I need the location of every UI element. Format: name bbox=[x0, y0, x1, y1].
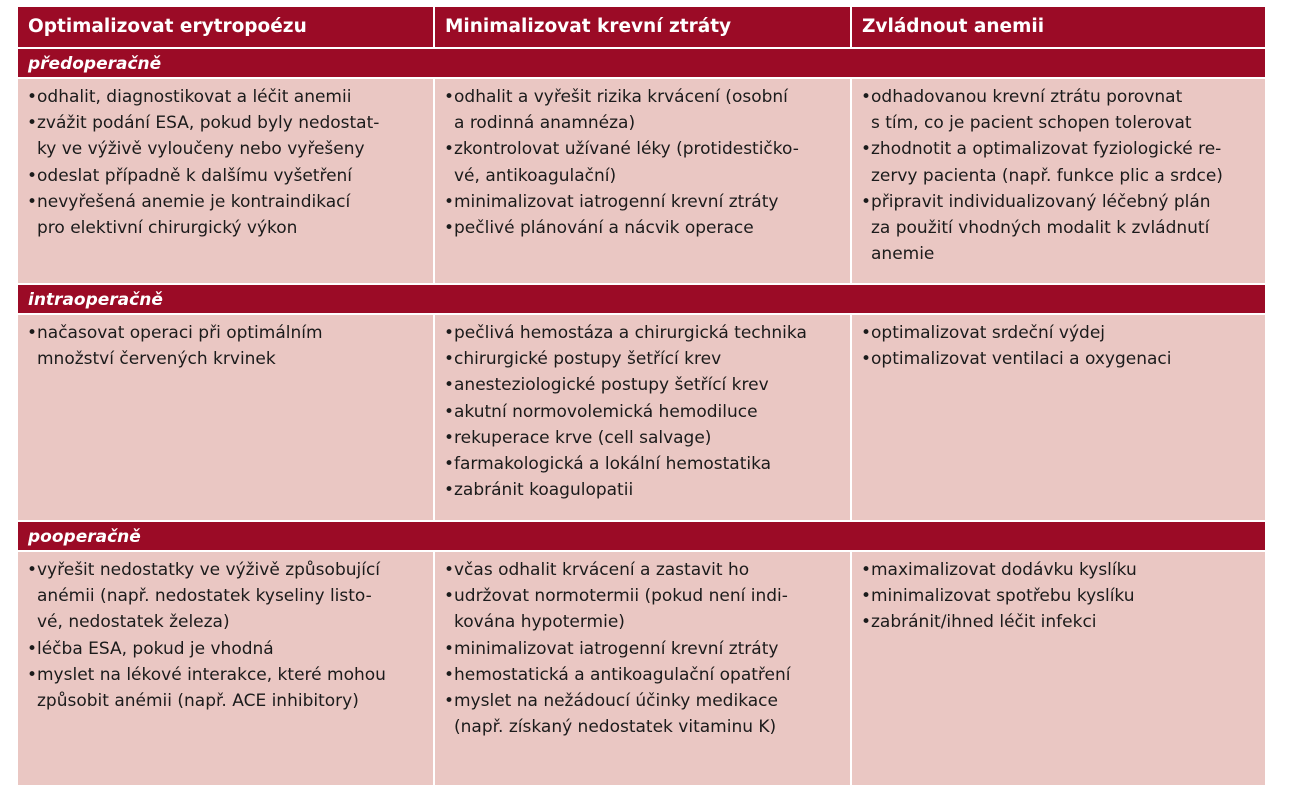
bullet-item bbox=[861, 557, 1259, 583]
bullet-text-line: • zkontrolovat užívané léky (protidestičko- bbox=[454, 139, 799, 160]
bullet-text-line: • myslet na nežádoucí účinky medikace bbox=[454, 691, 778, 712]
bullet-text-line: • minimalizovat iatrogenní krevní ztráty bbox=[454, 191, 779, 212]
bullet-item bbox=[444, 662, 844, 688]
bullet-item bbox=[27, 110, 427, 162]
bullet-text-line: • připravit individualizovaný léčebný plán bbox=[871, 191, 1211, 212]
bullet-text-line: kována hypotermie) bbox=[454, 612, 625, 633]
bullet-item bbox=[444, 477, 844, 503]
bullet-text-line: způsobit anémii (např. ACE inhibitory) bbox=[37, 691, 359, 712]
bullet-item bbox=[27, 189, 427, 241]
bullet-text-line: • myslet na lékové interakce, které mohou bbox=[37, 664, 386, 685]
bullet-item bbox=[27, 636, 427, 662]
bullet-text-line: pro elektivní chirurgický výkon bbox=[37, 218, 298, 239]
header-row bbox=[18, 7, 1265, 47]
bullet-item bbox=[861, 346, 1259, 372]
bullet-item bbox=[861, 84, 1259, 136]
section-title-intraoperative: intraoperačně bbox=[18, 283, 1265, 313]
bullet-item bbox=[444, 583, 844, 635]
bullet-item bbox=[27, 557, 427, 636]
bullet-item bbox=[444, 136, 844, 188]
cell-preoperative-anemia bbox=[850, 79, 1265, 283]
bullet-text-line: • udržovat normotermii (pokud není indi- bbox=[454, 586, 788, 607]
cell-intraoperative-blood-loss bbox=[433, 315, 850, 520]
bullet-text-line: • minimalizovat spotřebu kyslíku bbox=[871, 586, 1135, 607]
bullet-item bbox=[444, 346, 844, 372]
bullet-text-line: anemie bbox=[871, 244, 935, 265]
bullet-item bbox=[861, 609, 1259, 635]
bullet-text-line: zervy pacienta (např. funkce plic a srdce) bbox=[871, 165, 1223, 186]
bullet-item bbox=[444, 372, 844, 398]
bullet-item bbox=[444, 688, 844, 740]
bullet-text-line: • optimalizovat srdeční výdej bbox=[871, 323, 1106, 343]
bullet-item bbox=[444, 451, 844, 477]
section-row-intraoperative bbox=[18, 313, 1265, 520]
cell-preoperative-blood-loss bbox=[433, 79, 850, 283]
bullet-text-line: • farmakologická a lokální hemostatika bbox=[454, 454, 772, 475]
bullet-item bbox=[27, 84, 427, 110]
bullet-item bbox=[444, 189, 844, 215]
bullet-item bbox=[444, 636, 844, 662]
bullet-text-line: • odhalit, diagnostikovat a léčit anemii bbox=[37, 87, 352, 107]
bullet-text-line: • léčba ESA, pokud je vhodná bbox=[37, 638, 274, 659]
bullet-item bbox=[27, 163, 427, 189]
bullet-item bbox=[27, 662, 427, 714]
cell-intraoperative-anemia bbox=[850, 315, 1265, 520]
bullet-text-line: anémii (např. nedostatek kyseliny listo- bbox=[37, 586, 372, 607]
bullet-item bbox=[861, 320, 1259, 346]
bullet-item bbox=[444, 557, 844, 583]
bullet-text-line: • zvážit podání ESA, pokud byly nedostat- bbox=[37, 113, 380, 134]
bullet-item bbox=[444, 84, 844, 136]
bullet-text-line: • vyřešit nedostatky ve výživě způsobující bbox=[37, 560, 381, 580]
bullet-text-line: • zabránit/ihned léčit infekci bbox=[871, 612, 1097, 633]
bullet-item bbox=[444, 215, 844, 241]
cell-postoperative-anemia bbox=[850, 552, 1265, 785]
bullet-text-line: • načasovat operaci při optimálním bbox=[37, 323, 323, 343]
bullet-text-line: množství červených krvinek bbox=[37, 349, 276, 370]
bullet-text-line: • hemostatická a antikoagulační opatření bbox=[454, 664, 791, 685]
bullet-text-line: • akutní normovolemická hemodiluce bbox=[454, 401, 758, 422]
cell-preoperative-erythropoiesis bbox=[18, 79, 433, 283]
bullet-text-line: (např. získaný nedostatek vitaminu K) bbox=[454, 717, 777, 738]
bullet-text-line: • anesteziologické postupy šetřící krev bbox=[454, 375, 769, 396]
cell-postoperative-blood-loss bbox=[433, 552, 850, 785]
bullet-text-line: • chirurgické postupy šetřící krev bbox=[454, 349, 722, 370]
bullet-item bbox=[444, 399, 844, 425]
bullet-item bbox=[861, 583, 1259, 609]
bullet-text-line: za použití vhodných modalit k zvládnutí bbox=[871, 218, 1210, 239]
cell-intraoperative-erythropoiesis bbox=[18, 315, 433, 520]
column-header-erythropoiesis: Optimalizovat erytropoézu bbox=[28, 16, 307, 37]
bullet-text-line: • odeslat případně k dalšímu vyšetření bbox=[37, 165, 353, 186]
column-header-anemia: Zvládnout anemii bbox=[850, 7, 1265, 47]
bullet-text-line: • maximalizovat dodávku kyslíku bbox=[871, 560, 1137, 580]
bullet-item bbox=[444, 320, 844, 346]
bullet-text-line: a rodinná anamnéza) bbox=[454, 113, 636, 134]
bullet-text-line: • minimalizovat iatrogenní krevní ztráty bbox=[454, 638, 779, 659]
bullet-text-line: • odhadovanou krevní ztrátu porovnat bbox=[871, 87, 1183, 107]
bullet-text-line: • odhalit a vyřešit rizika krvácení (osobní bbox=[454, 87, 788, 107]
bullet-text-line: • rekuperace krve (cell salvage) bbox=[454, 427, 712, 448]
bullet-text-line: • včas odhalit krvácení a zastavit ho bbox=[454, 560, 750, 580]
bullet-text-line: vé, nedostatek železa) bbox=[37, 612, 230, 633]
bullet-item bbox=[27, 320, 427, 372]
bullet-text-line: vé, antikoagulační) bbox=[454, 165, 617, 186]
section-title-preoperative: předoperačně bbox=[18, 47, 1265, 77]
section-row-preoperative bbox=[18, 77, 1265, 283]
pbm-table bbox=[18, 7, 1265, 793]
bullet-item bbox=[861, 136, 1259, 188]
bullet-text-line: • nevyřešená anemie je kontraindikací bbox=[37, 191, 351, 212]
bullet-text-line: • pečlivé plánování a nácvik operace bbox=[454, 218, 754, 239]
section-title-postoperative: pooperačně bbox=[18, 520, 1265, 550]
bullet-text-line: • zhodnotit a optimalizovat fyziologické re- bbox=[871, 139, 1222, 160]
column-header-blood-loss: Minimalizovat krevní ztráty bbox=[433, 7, 850, 47]
bullet-item bbox=[861, 189, 1259, 268]
cell-postoperative-erythropoiesis bbox=[18, 552, 433, 785]
bullet-text-line: • optimalizovat ventilaci a oxygenaci bbox=[871, 349, 1172, 370]
bullet-text-line: s tím, co je pacient schopen tolerovat bbox=[871, 113, 1192, 134]
bullet-text-line: • pečlivá hemostáza a chirurgická technika bbox=[454, 323, 807, 343]
bullet-item bbox=[444, 425, 844, 451]
bullet-text-line: ky ve výživě vyloučeny nebo vyřešeny bbox=[37, 139, 365, 160]
section-row-postoperative bbox=[18, 550, 1265, 785]
bullet-text-line: • zabránit koagulopatii bbox=[454, 480, 634, 501]
